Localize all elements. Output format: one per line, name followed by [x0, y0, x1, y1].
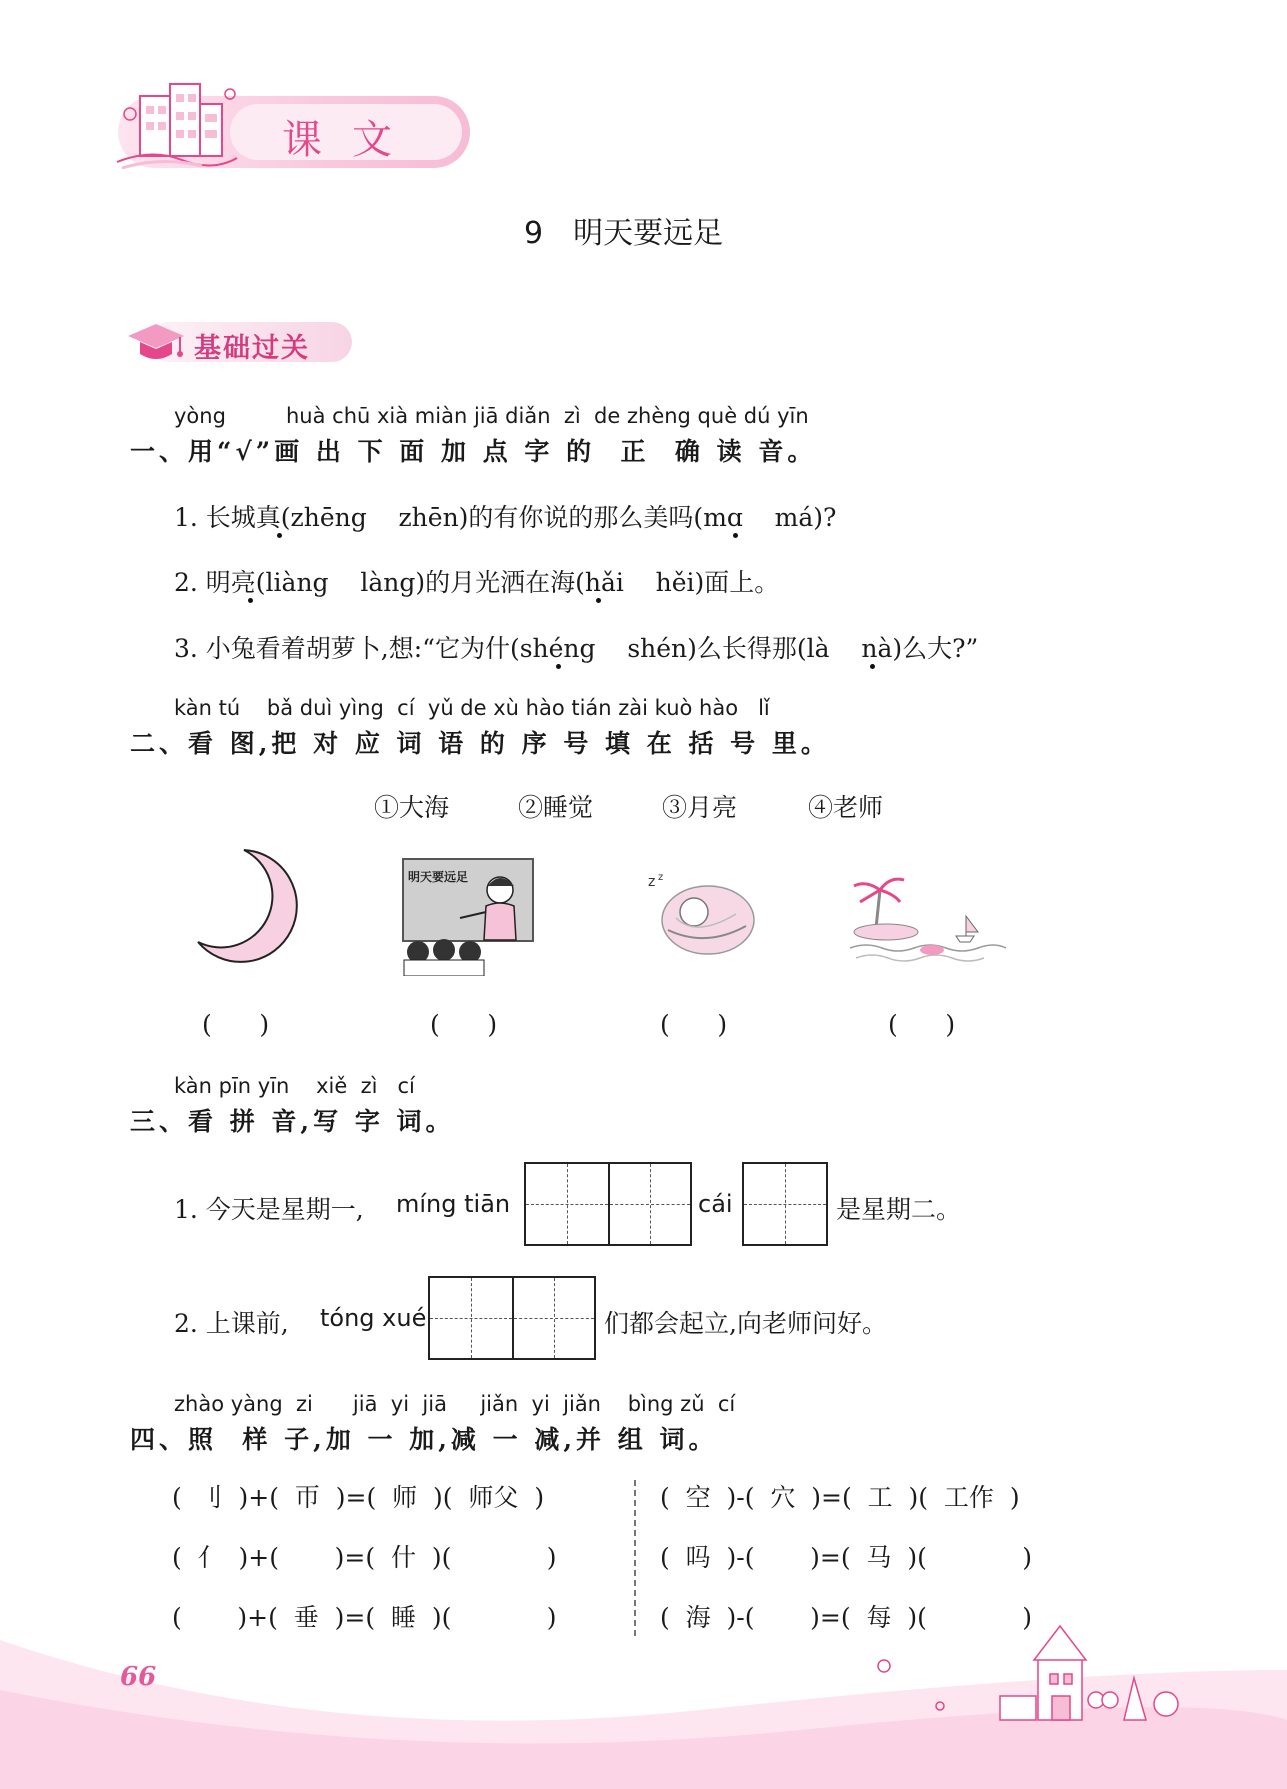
- teacher-students-picture: [396, 852, 540, 976]
- answer-paren-4[interactable]: ( ): [888, 1010, 956, 1039]
- writing-cell[interactable]: [526, 1164, 608, 1244]
- writing-cell[interactable]: [744, 1164, 826, 1244]
- q2-heading: 二、看 图,把 对 应 词 语 的 序 号 填 在 括 号 里。: [130, 729, 830, 758]
- svg-text:z: z: [648, 874, 656, 890]
- sea-picture: [846, 866, 1008, 966]
- footer-wave: [0, 1600, 1287, 1789]
- add-equation-3: ( )+( 垂 )=( 睡 )( ): [172, 1603, 557, 1632]
- q4-heading: 四、照 样 子,加 一 加,减 一 减,并 组 词。: [130, 1425, 718, 1454]
- q3-item-2-suffix: 们都会起立,向老师问好。: [604, 1309, 887, 1338]
- emphasis-dot: [277, 533, 282, 538]
- writing-cell[interactable]: [430, 1278, 512, 1358]
- q3-item-1-suffix: 是星期二。: [836, 1195, 962, 1224]
- svg-text:z: z: [658, 872, 664, 883]
- writing-cell[interactable]: [512, 1278, 594, 1358]
- subtract-equation-3: ( 海 )-( )=( 每 )( ): [660, 1603, 1032, 1632]
- q2-pinyin: kàn tú bǎ duì yìng cí yǔ de xù hào tián zài kuò hào lǐ: [174, 696, 770, 720]
- page-number: 66: [120, 1662, 157, 1692]
- q3-item-1-pinyin-1: míng tiān: [396, 1190, 511, 1218]
- sleeping-picture: [646, 868, 758, 960]
- graduation-cap-icon: [126, 318, 186, 366]
- lesson-title: 9 明天要远足: [524, 216, 724, 251]
- moon-picture: [188, 846, 308, 966]
- writing-grid-3[interactable]: [428, 1276, 596, 1360]
- option-3: ③月亮: [662, 793, 738, 822]
- q3-item-2-pinyin: tóng xué: [320, 1304, 427, 1332]
- option-1: ①大海: [374, 793, 450, 822]
- emphasis-dot: [556, 664, 561, 669]
- q1-item-1: 1. 长城真(zhēng zhēn)的有你说的那么美吗(mɑ má)?: [174, 503, 837, 532]
- q4-pinyin: zhào yàng zi jiā yi jiā jiǎn yi jiǎn bìng zǔ cí: [174, 1392, 736, 1416]
- q3-pinyin: kàn pīn yīn xiě zì cí: [174, 1074, 415, 1098]
- writing-grid-2[interactable]: [742, 1162, 828, 1246]
- add-equation-2: ( 亻 )+( )=( 什 )( ): [172, 1543, 557, 1572]
- q1-item-2: 2. 明亮(liàng làng)的月光洒在海(hǎi hěi)面上。: [174, 568, 780, 597]
- q3-item-2-prefix: 2. 上课前,: [174, 1309, 289, 1338]
- writing-cell[interactable]: [608, 1164, 690, 1244]
- banner-title: 课文: [282, 117, 422, 163]
- q3-heading: 三、看 拼 音,写 字 词。: [130, 1107, 455, 1136]
- writing-grid-1[interactable]: [524, 1162, 692, 1246]
- answer-paren-3[interactable]: ( ): [660, 1010, 728, 1039]
- school-building-icon: [112, 74, 242, 174]
- emphasis-dot: [870, 664, 875, 669]
- option-2: ②睡觉: [518, 793, 594, 822]
- answer-paren-2[interactable]: ( ): [430, 1010, 498, 1039]
- section-label: 基础过关: [194, 333, 310, 364]
- q1-pinyin: yòng huà chū xià miàn jiā diǎn zì de zhèng què dú yīn: [174, 404, 809, 428]
- emphasis-dot: [248, 598, 253, 603]
- q3-item-1-prefix: 1. 今天是星期一,: [174, 1195, 364, 1224]
- q1-heading: 一、用“√”画 出 下 面 加 点 字 的 正 确 读 音。: [130, 437, 817, 466]
- q3-item-1-pinyin-2: cái: [698, 1190, 733, 1218]
- option-4: ④老师: [808, 793, 884, 822]
- blackboard-text: 明天要远足: [408, 870, 469, 884]
- add-equation-1: ( 刂 )+( 帀 )=( 师 )( 师父 ): [172, 1483, 545, 1512]
- subtract-equation-1: ( 空 )-( 穴 )=( 工 )( 工作 ): [660, 1483, 1020, 1512]
- answer-paren-1[interactable]: ( ): [202, 1010, 270, 1039]
- emphasis-dot: [596, 598, 601, 603]
- emphasis-dot: [733, 533, 738, 538]
- subtract-equation-2: ( 吗 )-( )=( 马 )( ): [660, 1543, 1032, 1572]
- q1-item-3: 3. 小兔看着胡萝卜,想:“它为什(shéng shén)么长得那(là nà)么大?”: [174, 634, 979, 663]
